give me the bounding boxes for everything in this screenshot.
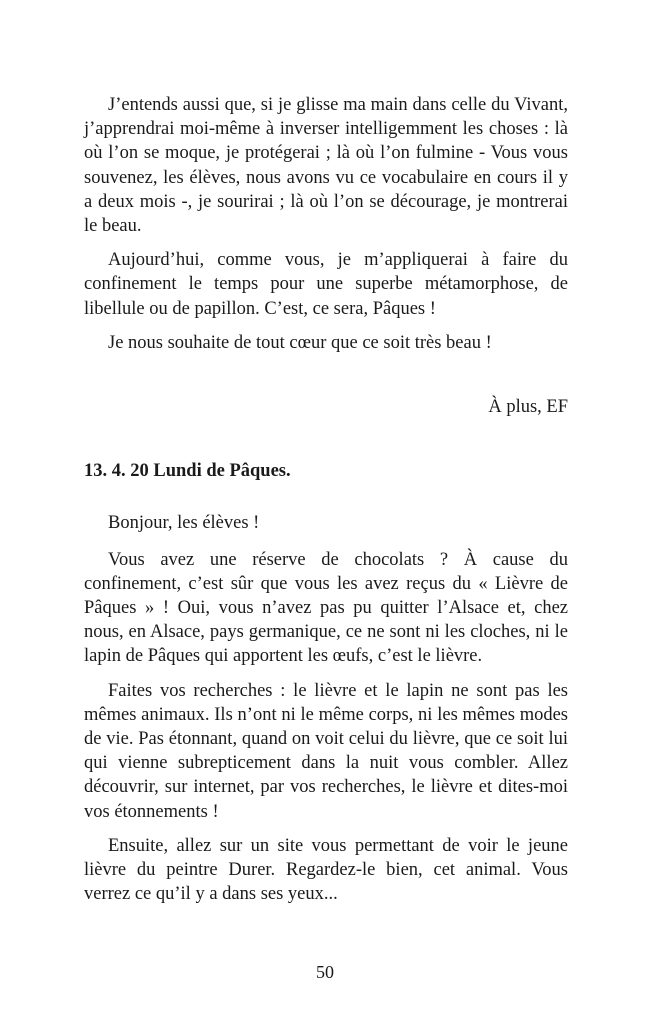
paragraph-vivant: J’entends aussi que, si je glisse ma main dans celle du Vivant, j’apprendrai moi-même à inverser intelligemment les choses : là où l’on se moque, je protégerai ; là où l’on fulmine - Vous vous souvenez, les élèves, nous avons vu ce vocabulaire en cours il y a deux mois -, je sourirai ; là où l’on se décourage, je montrerai le beau.	[84, 95, 568, 237]
page-number: 50	[316, 962, 334, 982]
paragraph-durer: Ensuite, allez sur un site vous permettant de voir le jeune lièvre du peintre Durer. Regardez-le bien, cet animal. Vous verrez ce qu’il y a dans ses yeux...	[84, 835, 568, 905]
greeting: Bonjour, les élèves !	[108, 513, 260, 534]
paragraph-souhait: Je nous souhaite de tout cœur que ce soit très beau !	[108, 332, 492, 353]
paragraph-chocolats: Vous avez une réserve de chocolats ? À cause du confinement, c’est sûr que vous les avez reçus du « Lièvre de Pâques » ! Oui, vous n’avez pas pu quitter l’Alsace et, chez nous, en Alsace, pays germanique, ce ne sont ni les cloches, ni le lapin de Pâques qui apportent les œufs, c’est le lièvre.	[84, 549, 568, 667]
paragraph-recherches: Faites vos recherches : le lièvre et le lapin ne sont pas les mêmes animaux. Ils n’ont ni le même corps, ni les mêmes modes de vie. Pas étonnant, quand on voit celui du lièvre, que ce soit lui qui vienne subrepticement dans la nuit vous combler. Allez découvrir, sur internet, par vos recherches, le lièvre et dites-moi vos étonnements !	[84, 680, 568, 822]
page-body	[84, 93, 568, 916]
section-heading: 13. 4. 20 Lundi de Pâques.	[84, 461, 291, 482]
paragraph-metamorphose: Aujourd’hui, comme vous, je m’appliquerai à faire du confinement le temps pour une superbe métamorphose, de libellule ou de papillon. C’est, ce sera, Pâques !	[84, 250, 568, 319]
signoff: À plus, EF	[488, 397, 568, 418]
